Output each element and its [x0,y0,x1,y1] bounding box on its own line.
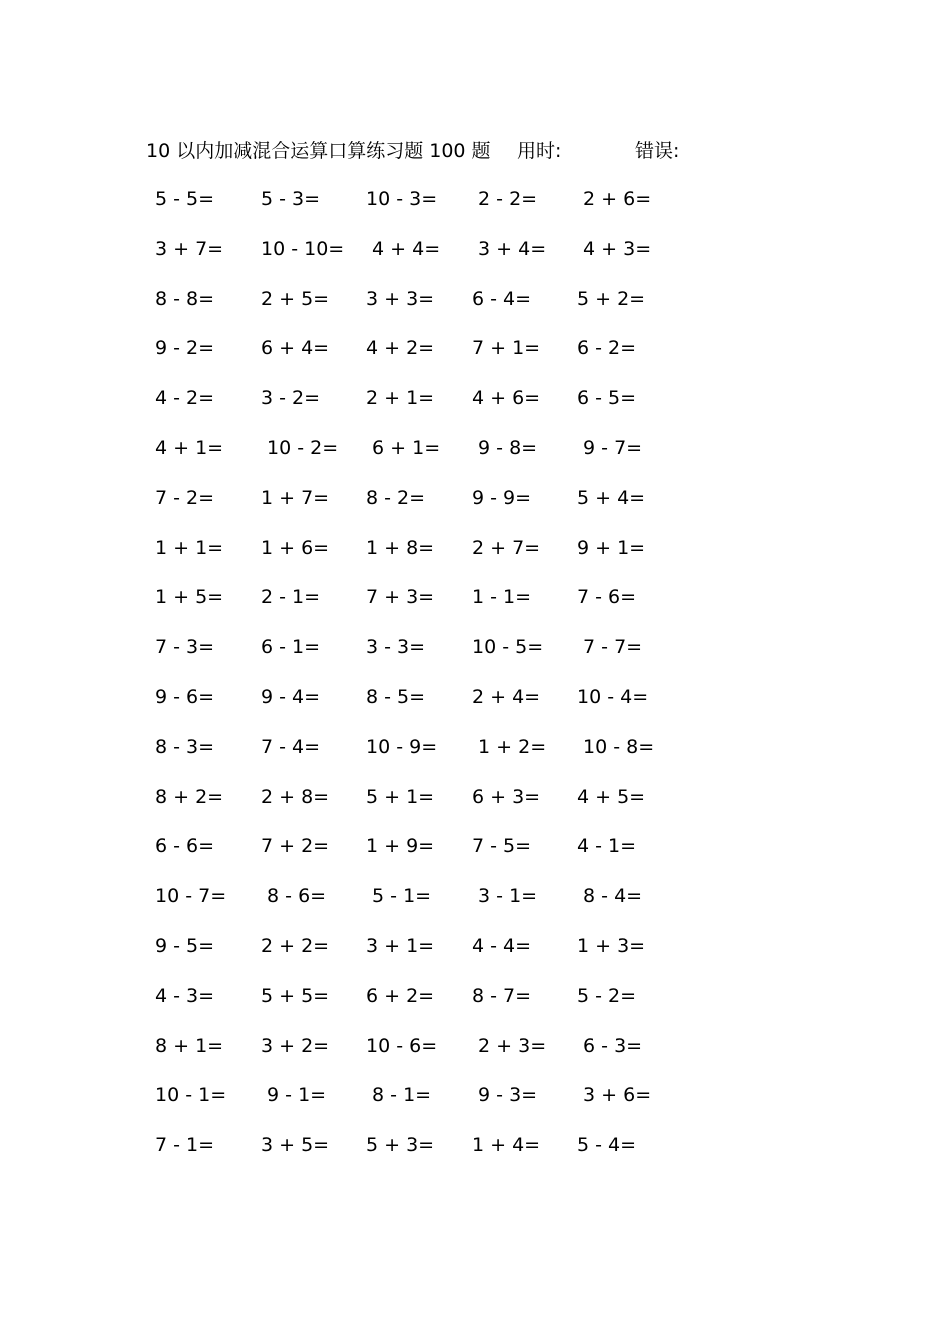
problem-row [150,782,690,832]
math-problem: 5 - 4= [577,1134,637,1157]
math-problem: 3 + 1= [366,934,435,957]
math-problem: 1 + 7= [261,486,330,509]
math-problem: 1 + 9= [366,835,435,858]
time-used-label: 用时: [517,140,562,162]
math-problem: 8 - 4= [577,885,643,908]
math-problem: 2 + 5= [261,287,330,310]
math-problem: 3 + 5= [261,1134,330,1157]
math-problem: 10 - 9= [366,735,438,758]
math-problem: 10 - 1= [155,1084,227,1107]
math-problem: 5 + 4= [577,486,646,509]
math-problem: 1 + 6= [261,536,330,559]
math-problem: 5 - 3= [261,188,321,210]
math-problem: 10 - 2= [261,436,339,459]
math-problem: 7 + 1= [472,337,541,360]
problem-row [150,732,690,782]
math-problem: 9 - 9= [472,486,532,509]
math-problem: 8 + 1= [155,1034,224,1057]
math-problem: 9 - 6= [155,685,215,708]
math-problem: 3 + 2= [261,1034,330,1057]
math-problem: 7 - 7= [577,636,643,659]
math-problem: 3 + 3= [366,287,435,310]
problem-row [150,881,690,931]
math-problem: 1 + 4= [472,1134,541,1157]
math-problem: 8 - 7= [472,984,532,1007]
math-problem: 1 + 3= [577,934,646,957]
math-problem: 2 - 1= [261,586,321,609]
math-problem: 9 - 4= [261,685,321,708]
problem-row [150,433,690,483]
math-problem: 10 - 7= [155,885,227,908]
math-problem: 2 - 2= [472,188,538,210]
math-problem: 5 + 5= [261,984,330,1007]
math-problem: 2 + 2= [261,934,330,957]
math-problem: 7 - 5= [472,835,532,858]
math-problem: 2 + 7= [472,536,541,559]
math-problem: 7 - 4= [261,735,321,758]
math-problem: 1 + 1= [155,536,224,559]
math-problem: 3 - 2= [261,387,321,410]
math-problem: 4 - 4= [472,934,532,957]
math-problem: 2 + 1= [366,387,435,410]
math-problem: 9 - 7= [577,436,643,459]
problem-row [150,931,690,981]
math-problem: 6 + 2= [366,984,435,1007]
math-problem: 6 - 4= [472,287,532,310]
math-problem: 6 - 3= [577,1034,643,1057]
math-problem: 10 - 6= [366,1034,438,1057]
math-problem: 8 - 3= [155,735,215,758]
problem-row [150,1031,690,1081]
math-problem: 10 - 5= [472,636,544,659]
math-problem: 1 + 8= [366,536,435,559]
math-problem: 8 + 2= [155,785,224,808]
math-problem: 7 + 2= [261,835,330,858]
problem-row [150,284,690,334]
math-problem: 2 + 6= [577,188,652,210]
math-problem: 8 - 6= [261,885,327,908]
math-problem: 5 + 2= [577,287,646,310]
math-problem: 2 + 8= [261,785,330,808]
math-problem: 8 - 2= [366,486,426,509]
math-problem: 7 - 6= [577,586,637,609]
math-problem: 8 - 1= [366,1084,432,1107]
math-problem: 3 + 4= [472,237,547,260]
math-problem: 5 - 5= [155,188,215,210]
math-problem: 6 + 4= [261,337,330,360]
math-problem: 5 + 3= [366,1134,435,1157]
problem-row [150,333,690,383]
math-problem: 6 - 5= [577,387,637,410]
problem-row [150,831,690,881]
math-problem: 3 + 7= [155,237,224,260]
math-problem: 9 + 1= [577,536,646,559]
problem-row [150,1130,690,1180]
problem-row [150,533,690,583]
math-problem: 4 + 2= [366,337,435,360]
math-problem: 10 - 10= [261,237,345,260]
math-problem: 6 - 1= [261,636,321,659]
problem-row [150,582,690,632]
problem-row [150,682,690,732]
math-problem: 8 - 8= [155,287,215,310]
math-problem: 4 + 4= [366,237,441,260]
math-problem: 8 - 5= [366,685,426,708]
math-problem: 9 - 2= [155,337,215,360]
error-count-label: 错误: [635,140,680,162]
math-problem: 5 + 1= [366,785,435,808]
math-problem: 6 - 6= [155,835,215,858]
math-problem: 7 - 2= [155,486,215,509]
problem-row [150,1080,690,1130]
math-problem: 2 + 4= [472,685,541,708]
math-problem: 4 - 1= [577,835,637,858]
problem-row [150,981,690,1031]
math-problem: 9 - 1= [261,1084,327,1107]
problem-row [150,483,690,533]
math-problem: 4 + 6= [472,387,541,410]
problem-row [150,632,690,682]
problem-row [150,383,690,433]
math-problem: 4 + 1= [155,436,224,459]
math-problem: 4 - 3= [155,984,215,1007]
math-problem: 7 - 1= [155,1134,215,1157]
math-problem: 9 - 5= [155,934,215,957]
worksheet-title: 10 以内加减混合运算口算练习题 100 题 [146,140,491,162]
math-problem: 7 - 3= [155,636,215,659]
math-problem: 5 - 2= [577,984,637,1007]
math-problem: 2 + 3= [472,1034,547,1057]
problem-grid [150,184,690,1180]
math-problem: 6 + 1= [366,436,441,459]
math-problem: 10 - 8= [577,735,655,758]
worksheet-header [146,136,706,166]
math-problem: 7 + 3= [366,586,435,609]
math-problem: 6 + 3= [472,785,541,808]
math-problem: 4 + 3= [577,237,652,260]
math-problem: 10 - 4= [577,685,649,708]
problem-row [150,234,690,284]
math-problem: 3 + 6= [577,1084,652,1107]
math-problem: 1 - 1= [472,586,532,609]
math-problem: 10 - 3= [366,188,438,210]
math-problem: 4 - 2= [155,387,215,410]
math-problem: 3 - 1= [472,885,538,908]
math-problem: 3 - 3= [366,636,426,659]
math-problem: 1 + 5= [155,586,224,609]
math-problem: 6 - 2= [577,337,637,360]
math-problem: 5 - 1= [366,885,432,908]
math-problem: 4 + 5= [577,785,646,808]
math-problem: 9 - 8= [472,436,538,459]
math-problem: 1 + 2= [472,735,547,758]
problem-row [150,184,690,234]
math-problem: 9 - 3= [472,1084,538,1107]
